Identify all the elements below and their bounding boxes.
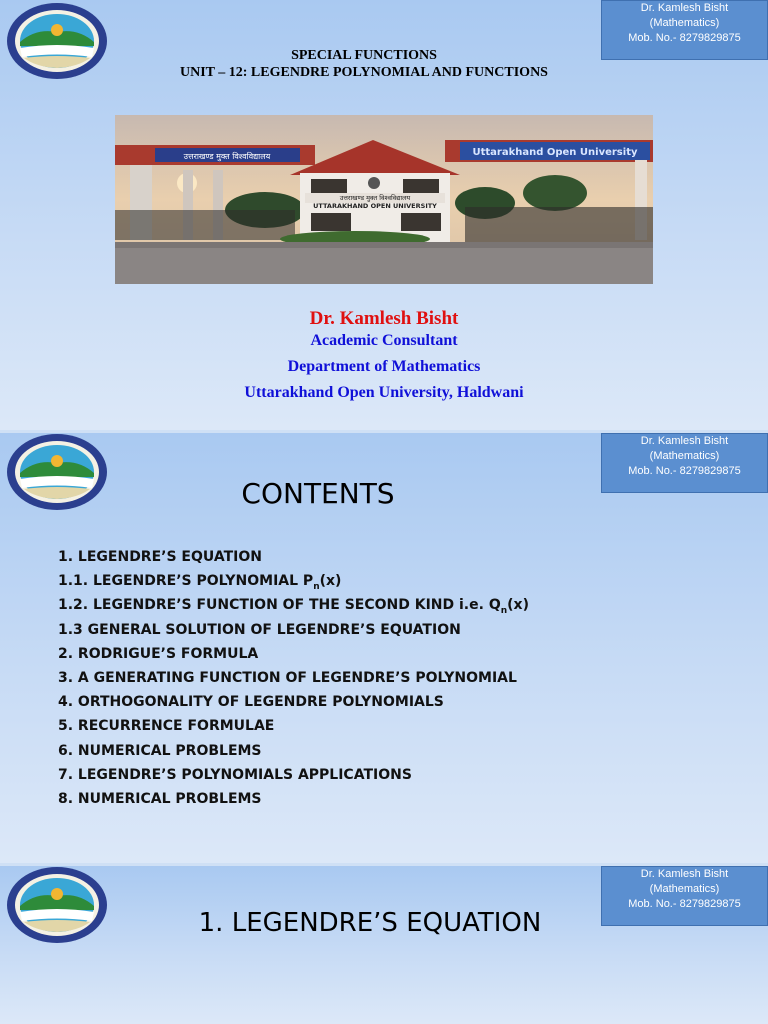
contact-name: Dr. Kamlesh Bisht — [640, 435, 729, 447]
contents-item-text: 1.1. LEGENDRE’S POLYNOMIAL P — [58, 573, 314, 590]
contact-dept: (Mathematics) — [649, 883, 720, 895]
contact-phone: Mob. No.- 8279829875 — [628, 465, 741, 477]
title-slide — [0, 0, 768, 430]
contents-item-text: 7. LEGENDRE’S POLYNOMIALS APPLICATIONS — [58, 766, 412, 783]
contents-item — [58, 690, 529, 714]
contents-item — [58, 593, 529, 617]
contents-list — [58, 545, 529, 811]
contents-item-subscript: n — [313, 581, 320, 592]
section-slide — [0, 866, 768, 1024]
contact-name: Dr. Kamlesh Bisht — [640, 2, 729, 14]
contents-item — [58, 787, 529, 811]
author-role: Academic Consultant — [310, 332, 458, 349]
contents-item — [58, 618, 529, 642]
contents-item-text: 2. RODRIGUE’S FORMULA — [58, 645, 259, 662]
contact-name: Dr. Kamlesh Bisht — [640, 868, 729, 880]
contact-dept: (Mathematics) — [649, 17, 720, 29]
contents-item-text: 1.2. LEGENDRE’S FUNCTION OF THE SECOND KIND i.e. Q — [58, 597, 501, 614]
author-department: Department of Mathematics — [287, 358, 481, 375]
contact-dept: (Mathematics) — [649, 450, 720, 462]
contents-item-subscript: n — [500, 606, 508, 617]
contents-item-text: 8. NUMERICAL PROBLEMS — [58, 790, 262, 807]
contents-item — [58, 569, 529, 593]
left-gate-sign: उत्तराखण्ड मुक्त विश्वविद्यालय — [183, 152, 271, 161]
section-heading: 1. LEGENDRE’S EQUATION — [198, 908, 542, 938]
campus-photo — [115, 115, 653, 284]
contents-item-text: 5. RECURRENCE FORMULAE — [58, 718, 275, 735]
contents-item-text: 1. LEGENDRE’S EQUATION — [58, 549, 262, 565]
contents-item — [58, 642, 529, 666]
contents-item — [58, 545, 529, 569]
author-name: Dr. Kamlesh Bisht — [309, 308, 459, 329]
contents-item — [58, 666, 529, 690]
contents-slide — [0, 433, 768, 863]
contents-item — [58, 739, 529, 763]
contents-item-text: 1.3 GENERAL SOLUTION OF LEGENDRE’S EQUATION — [58, 621, 461, 638]
building-sign-hindi: उत्तराखण्ड मुक्त विश्वविद्यालय — [339, 194, 411, 202]
contents-item-text: 6. NUMERICAL PROBLEMS — [58, 742, 262, 759]
contents-item-suffix: (x) — [319, 573, 342, 590]
building-sign-english: UTTARAKHAND OPEN UNIVERSITY — [313, 202, 437, 210]
unit-title: UNIT – 12: LEGENDRE POLYNOMIAL AND FUNCTIONS — [180, 65, 548, 80]
contact-phone: Mob. No.- 8279829875 — [628, 898, 741, 910]
contents-item-text: 4. ORTHOGONALITY OF LEGENDRE POLYNOMIALS — [58, 694, 444, 711]
author-university: Uttarakhand Open University, Haldwani — [244, 384, 524, 401]
contents-item-suffix: (x) — [507, 597, 529, 614]
contents-item — [58, 714, 529, 738]
contents-item — [58, 763, 529, 787]
subject-title: SPECIAL FUNCTIONS — [291, 48, 437, 63]
right-gate-sign: Uttarakhand Open University — [472, 147, 638, 158]
contents-item-text: 3. A GENERATING FUNCTION OF LEGENDRE’S POLYNOMIAL — [58, 669, 517, 686]
contact-phone: Mob. No.- 8279829875 — [628, 32, 741, 44]
contents-heading: CONTENTS — [241, 477, 395, 510]
